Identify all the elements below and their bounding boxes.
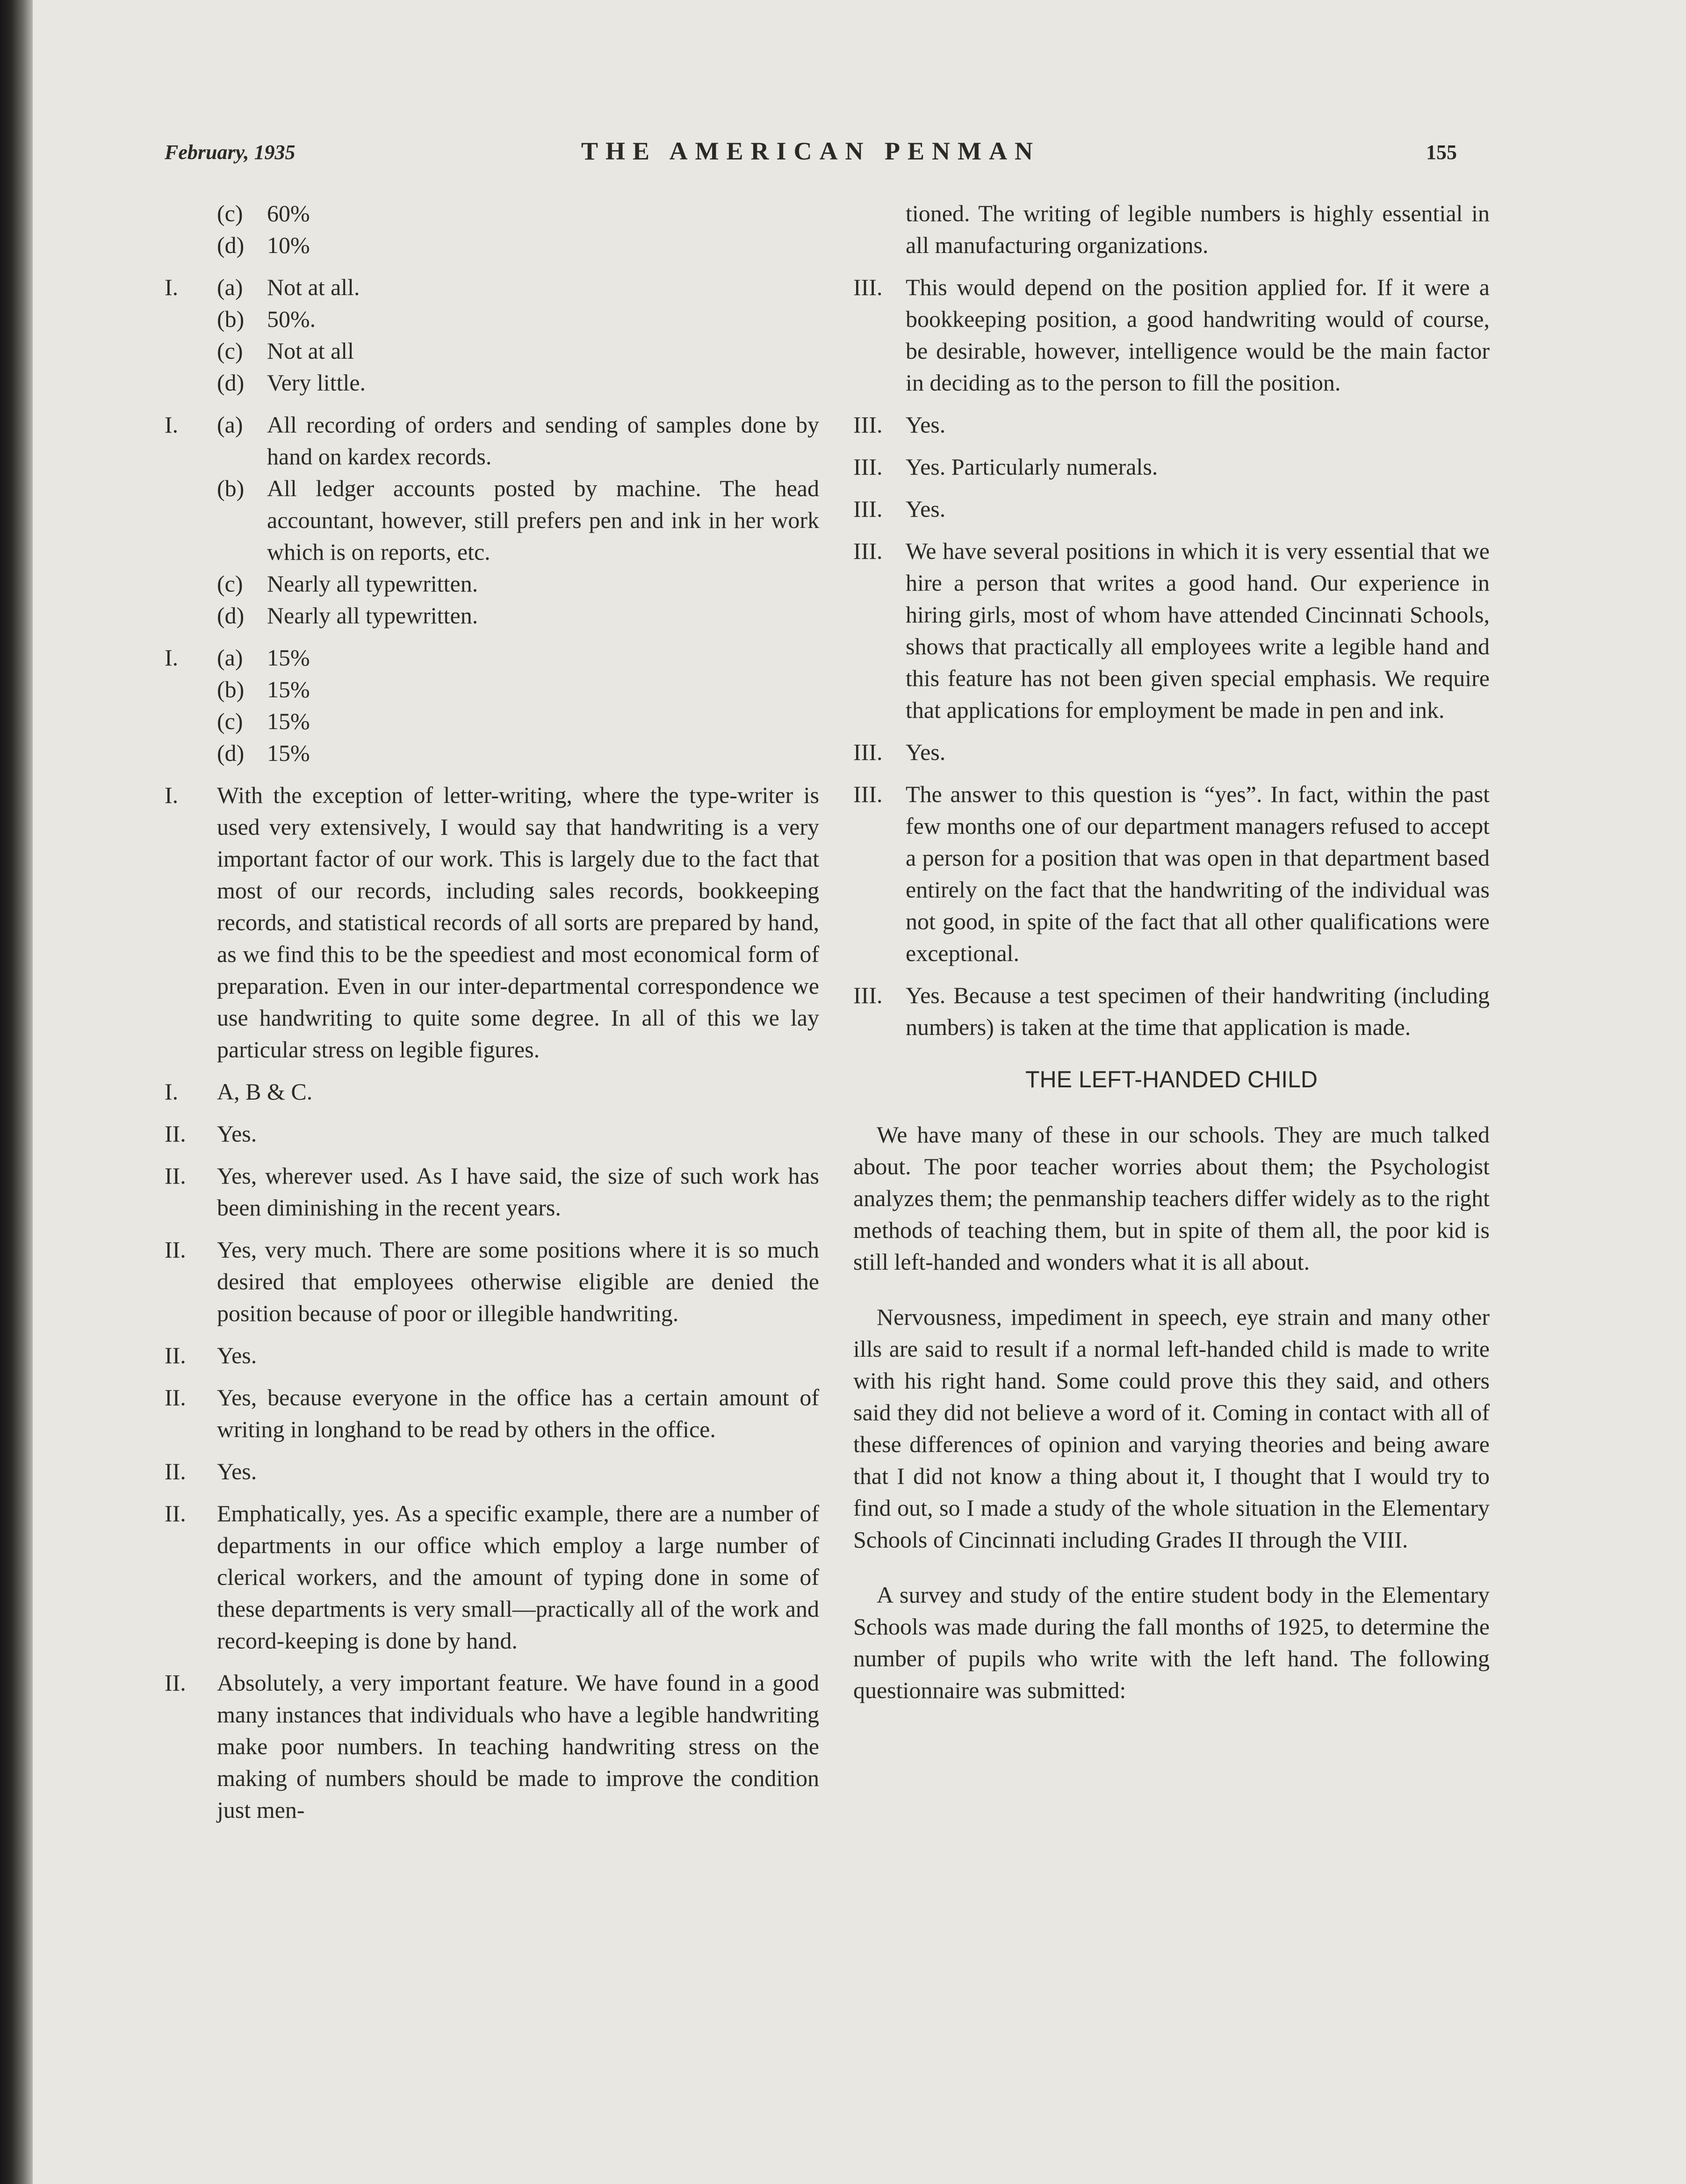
answer-text: We have several positions in which it is very essential that we hire a person that writes a good hand. Our experience in hiring girls, most of whom have attended Cincinnati Schools, shows that practically all employees write a legible hand and this feature has not been given special emphasis. We require that applications for employment be made in pen and ink. <box>906 538 1490 723</box>
book-binding <box>0 0 33 2184</box>
sub-answer <box>217 409 819 472</box>
answer-entry <box>853 409 1490 441</box>
question-number: I. <box>165 274 179 300</box>
question-number: III. <box>853 274 883 300</box>
answer-entry <box>165 779 819 1065</box>
answer-entry <box>165 1160 819 1223</box>
sub-label: (c) <box>217 338 243 364</box>
sub-text: 10% <box>267 232 310 258</box>
sub-answer <box>217 642 819 673</box>
answer-entry <box>165 1118 819 1150</box>
question-number: I. <box>165 782 179 808</box>
magazine-page <box>33 0 1686 2184</box>
sub-answer <box>217 705 819 737</box>
sub-answer-list <box>217 409 819 631</box>
answer-entry <box>853 535 1490 726</box>
sub-answer <box>217 271 819 303</box>
answer-entry <box>853 493 1490 525</box>
sub-text: 15% <box>267 740 310 766</box>
sub-label: (a) <box>217 412 243 438</box>
answer-text: The answer to this question is “yes”. In fact, within the past few months one of our department managers refused to accept a person for a position that was open in that department based entirely on the fact that the handwriting of the individual was not good, in spite of the fact that all other qualifications were exceptional. <box>906 781 1490 966</box>
question-number: I. <box>165 644 179 671</box>
issue-date: February, 1935 <box>165 141 295 164</box>
sub-text: 15% <box>267 708 310 734</box>
continued-answer-text: tioned. The writing of legible numbers is highly essential in all manufacturing organizations. <box>906 200 1490 258</box>
answer-text: Yes, because everyone in the office has a certain amount of writing in longhand to be read by others in the office. <box>217 1384 819 1442</box>
answer-text: This would depend on the position applied for. If it were a bookkeeping position, a good handwriting would of course, be desirable, however, intelligence would be the main factor in deciding as to the person to fill the position. <box>906 274 1490 396</box>
answer-text: Yes, wherever used. As I have said, the size of such work has been diminishing in the recent years. <box>217 1163 819 1221</box>
answer-entry <box>853 451 1490 483</box>
question-number: II. <box>165 1384 186 1410</box>
question-number: III. <box>853 739 883 765</box>
answer-text: Yes. <box>906 496 946 522</box>
continued-sub-answers <box>165 197 819 261</box>
answer-entry <box>165 1455 819 1487</box>
answer-entry <box>165 271 819 398</box>
answer-text: Yes. Because a test specimen of their handwriting (including numbers) is taken at the time that application is made. <box>906 982 1490 1040</box>
sub-label: (c) <box>217 708 243 734</box>
sub-answer <box>217 673 819 705</box>
sub-answer <box>217 367 819 398</box>
answer-text: A, B & C. <box>217 1078 313 1105</box>
answer-entry <box>165 1497 819 1656</box>
question-number: II. <box>165 1500 186 1526</box>
sub-text: All recording of orders and sending of samples done by hand on kardex records. <box>267 412 819 470</box>
section-heading: THE LEFT-HANDED CHILD <box>1025 1066 1318 1092</box>
question-number: II. <box>165 1458 186 1484</box>
question-number: III. <box>853 781 883 807</box>
sub-text: Very little. <box>267 369 366 396</box>
question-number: II. <box>165 1163 186 1189</box>
question-number: II. <box>165 1237 186 1263</box>
answer-entry <box>165 1076 819 1107</box>
answer-entry <box>853 736 1490 768</box>
question-number: II. <box>165 1121 186 1147</box>
right-column <box>853 197 1490 1715</box>
left-column <box>165 197 819 1836</box>
answer-entry <box>853 979 1490 1043</box>
answer-text: With the exception of letter-writing, where the type-writer is used very extensively, I would say that handwriting is a very important factor of our work. This is largely due to the fact that most of our records, including sales records, bookkeeping records, and statistical records of all sorts are prepared by hand, as we find this to be the speediest and most economical form of preparation. Even in our inter-departmental correspondence we use handwriting to quite some degree. In all of this we lay particular stress on legible figures. <box>217 782 819 1063</box>
sub-answer <box>217 737 819 769</box>
sub-label: (a) <box>217 644 243 671</box>
sub-label: (d) <box>217 232 245 258</box>
sub-answer <box>217 568 819 600</box>
sub-label: (d) <box>217 369 245 396</box>
answer-text: Emphatically, yes. As a specific example, there are a number of departments in our office which employ a large number of clerical workers, and the amount of typing done in some of these departments is very small—practically all of the work and record-keeping is done by hand. <box>217 1500 819 1654</box>
sub-text: Not at all. <box>267 274 360 300</box>
question-number: III. <box>853 496 883 522</box>
question-number: III. <box>853 982 883 1008</box>
sub-label: (c) <box>217 200 243 226</box>
question-number: III. <box>853 412 883 438</box>
sub-label: (c) <box>217 571 243 597</box>
sub-answer <box>217 303 819 335</box>
sub-text: Not at all <box>267 338 354 364</box>
answer-entry <box>853 778 1490 969</box>
publication-title: THE AMERICAN PENMAN <box>581 137 1040 165</box>
article-paragraph: We have many of these in our schools. They are much talked about. The poor teacher worries about them; the Psychologist analyzes them; the penmanship teachers differ widely as to the right methods of teaching them, but in spite of them all, the poor kid is still left-handed and wonders what it is all about. <box>853 1121 1490 1275</box>
sub-answer <box>217 600 819 631</box>
sub-text: 15% <box>267 644 310 671</box>
answer-entry <box>165 1667 819 1826</box>
question-number: III. <box>853 454 883 480</box>
question-number: I. <box>165 1078 179 1105</box>
sub-label: (a) <box>217 274 243 300</box>
sub-answer-list <box>217 271 819 398</box>
question-number: I. <box>165 412 179 438</box>
answer-entry <box>165 1339 819 1371</box>
sub-text: Nearly all typewritten. <box>267 571 478 597</box>
answer-text: Yes, very much. There are some positions where it is so much desired that employees otherwise eligible are denied the position because of poor or illegible handwriting. <box>217 1237 819 1326</box>
page-number: 155 <box>1426 141 1457 164</box>
answer-text: Yes. <box>217 1458 257 1484</box>
answer-entry <box>165 409 819 631</box>
sub-answer <box>217 229 819 261</box>
answer-text: Yes. <box>906 739 946 765</box>
sub-text: All ledger accounts posted by machine. The head accountant, however, still prefers pen and ink in her work which is on reports, etc. <box>267 475 819 565</box>
answer-text: Yes. <box>217 1121 257 1147</box>
question-number: III. <box>853 538 883 564</box>
answer-text: Yes. <box>906 412 946 438</box>
sub-label: (b) <box>217 676 245 702</box>
sub-label: (d) <box>217 740 245 766</box>
sub-text: 15% <box>267 676 310 702</box>
answer-text: Yes. Particularly numerals. <box>906 454 1158 480</box>
article-paragraph: Nervousness, impediment in speech, eye strain and many other ills are said to result if a normal left-handed child is made to write with his right hand. Some could prove this they said, and others said they did not believe a word of it. Coming in contact with all of these differences of opinion and varying theories and being aware that I did not know a thing about it, I thought that I would try to find out, so I made a study of the whole situation in the Elementary Schools of Cincinnati including Grades II through the VIII. <box>853 1304 1490 1553</box>
sub-answer-list <box>217 642 819 769</box>
answer-entry <box>165 642 819 769</box>
answer-entry <box>165 1234 819 1329</box>
sub-answer <box>217 335 819 367</box>
sub-label: (d) <box>217 602 245 629</box>
sub-label: (b) <box>217 306 245 332</box>
sub-label: (b) <box>217 475 245 501</box>
sub-text: Nearly all typewritten. <box>267 602 478 629</box>
answer-text: Absolutely, a very important feature. We have found in a good many instances that individuals who have a legible handwriting make poor numbers. In teaching handwriting stress on the making of numbers should be made to improve the condition just men- <box>217 1670 819 1823</box>
sub-answer <box>217 197 819 229</box>
answer-entry <box>165 1381 819 1445</box>
sub-text: 50%. <box>267 306 316 332</box>
sub-answer <box>217 472 819 568</box>
answer-text: Yes. <box>217 1342 257 1368</box>
article-paragraph: A survey and study of the entire student body in the Elementary Schools was made during the fall months of 1925, to determine the number of pupils who write with the left hand. The following questionnaire was submitted: <box>853 1582 1490 1703</box>
question-number: II. <box>165 1342 186 1368</box>
running-header <box>165 137 1457 179</box>
sub-text: 60% <box>267 200 310 226</box>
question-number: II. <box>165 1670 186 1696</box>
answer-entry <box>853 271 1490 398</box>
